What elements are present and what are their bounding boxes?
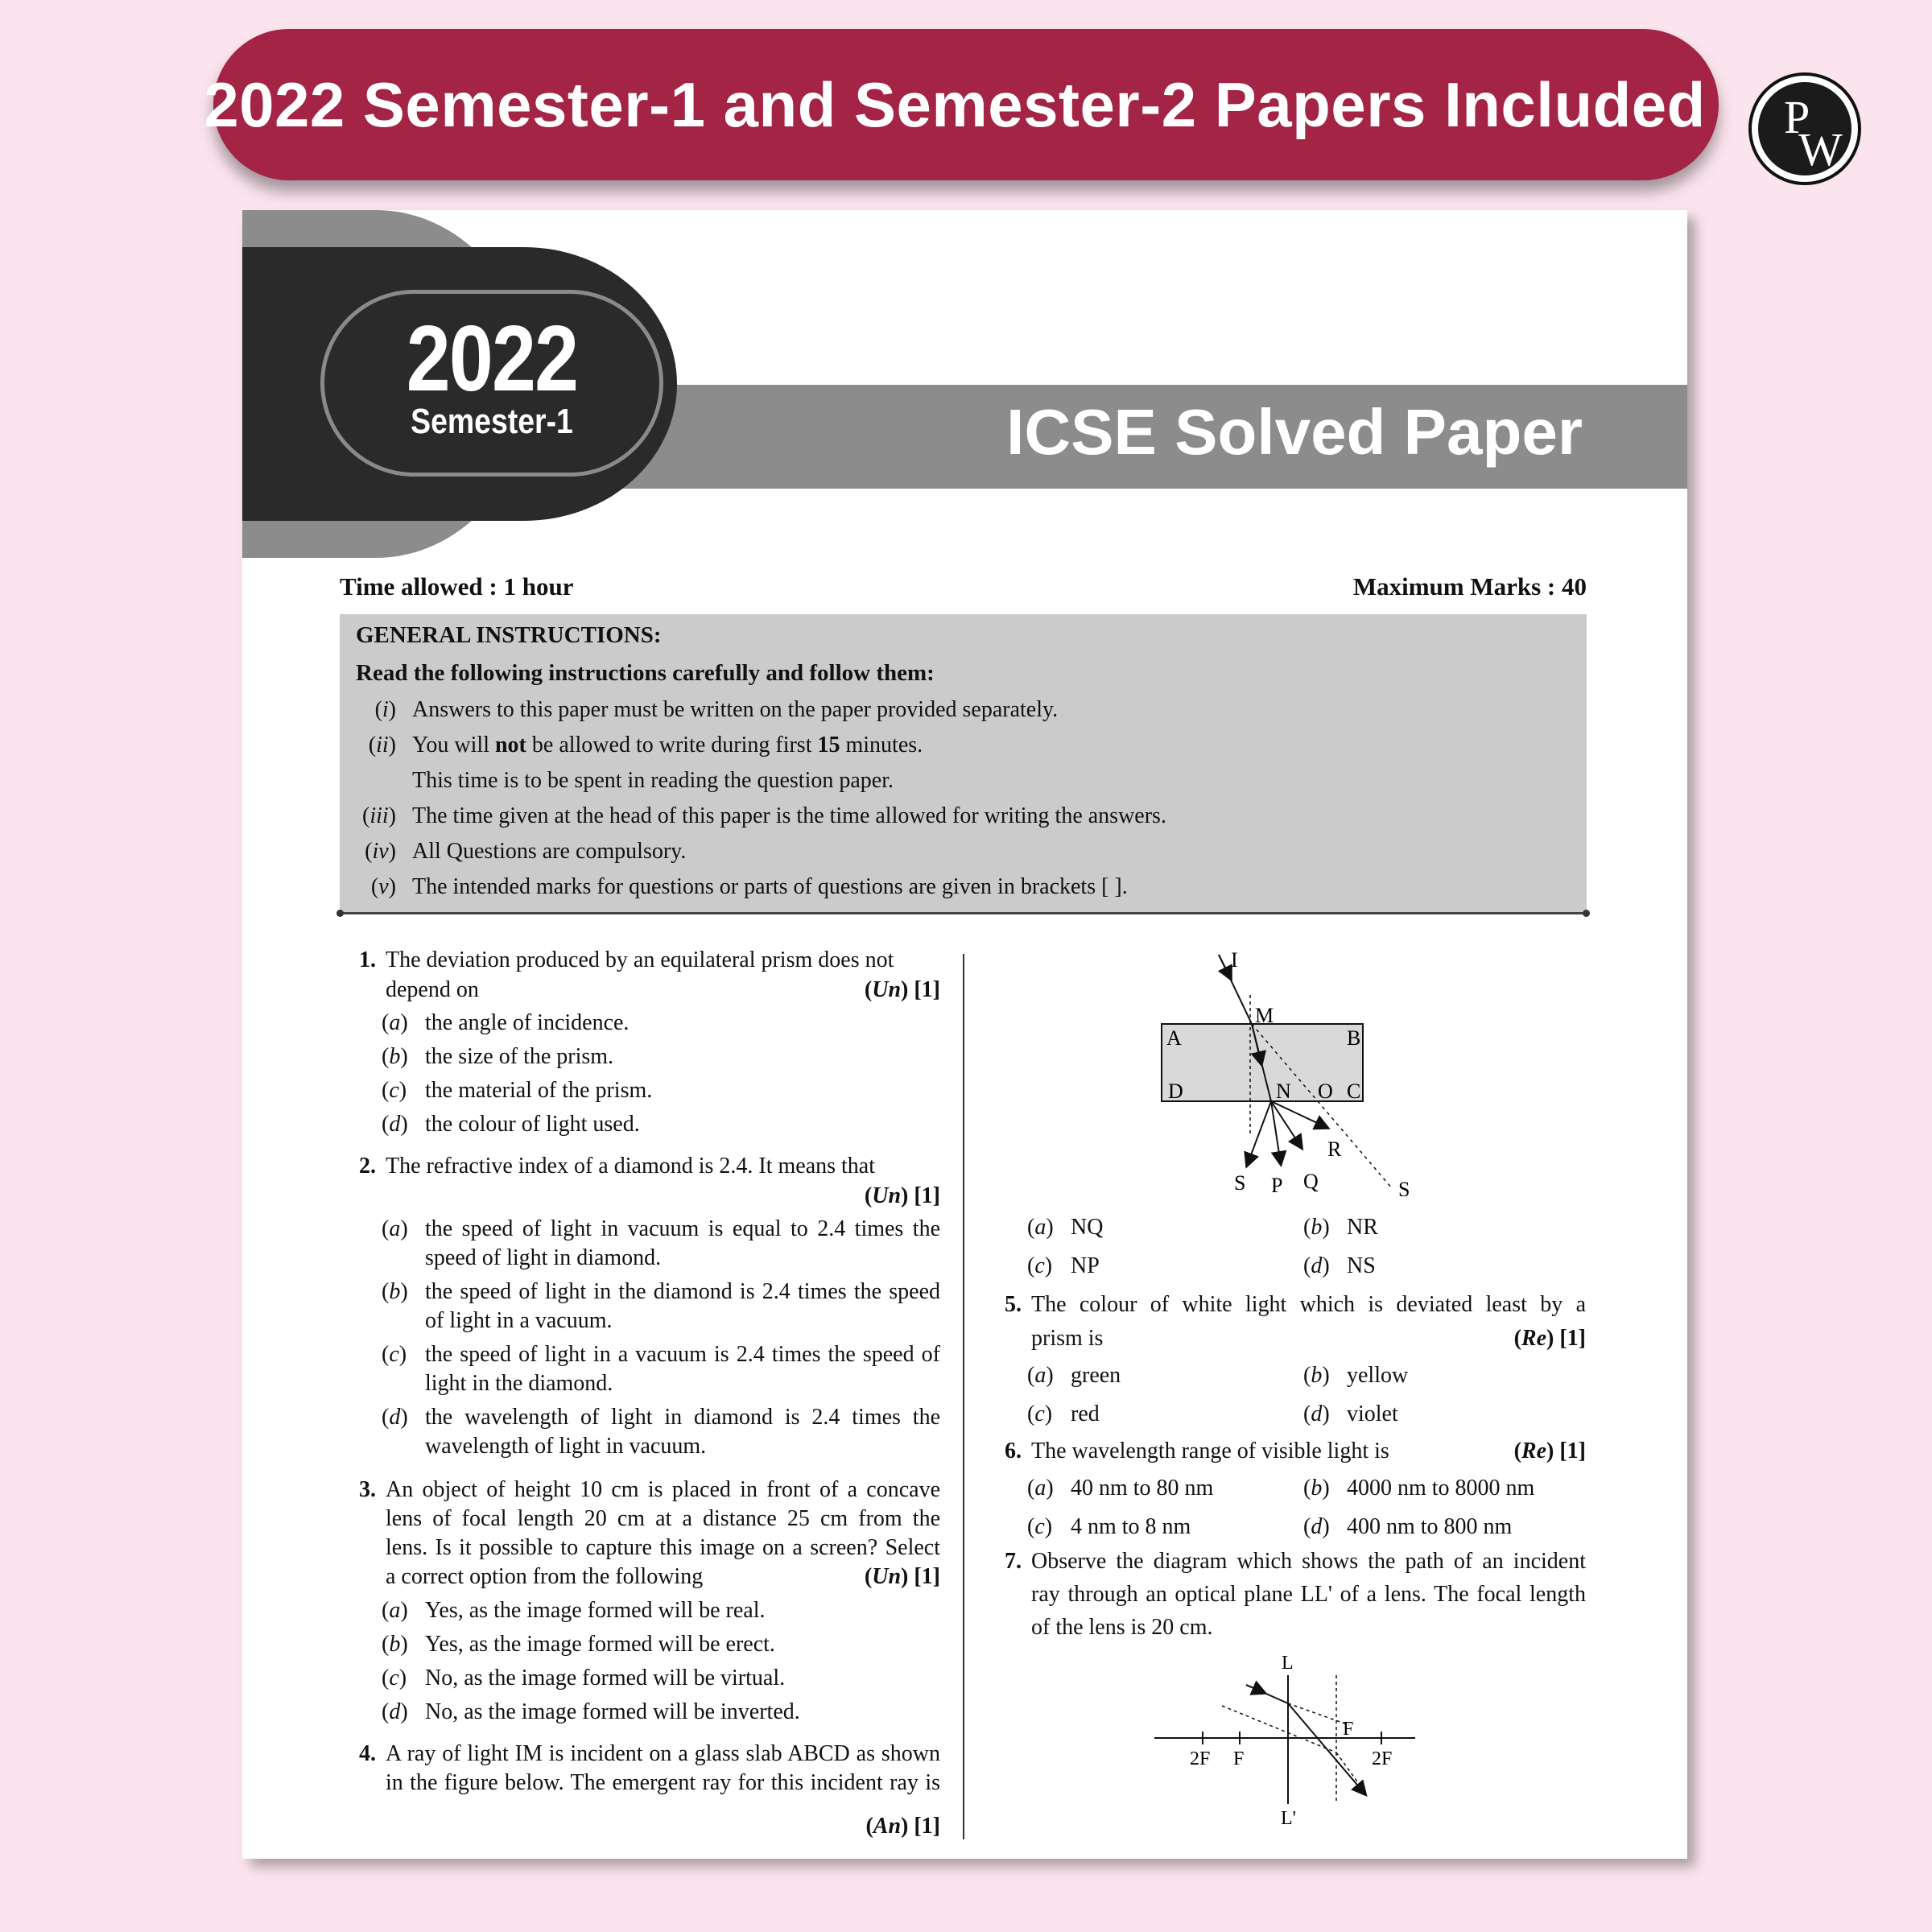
semester-text: Semester-1 <box>411 402 573 441</box>
marks-tag: (An) [1] <box>865 1814 940 1839</box>
instructions-heading: GENERAL INSTRUCTIONS: <box>356 622 662 648</box>
marks-tag: (Re) [1] <box>1513 1439 1586 1463</box>
instructions-box: GENERAL INSTRUCTIONS: Read the following instructions carefully and follow them: (i) Answers to this paper must be written on the paper provided separately. (ii) You will not be allowed to write during first 15 minutes. This time is to be spent in reading the question paper. (iii) The time given at the head of this paper is the time allowed for writing the answers. (iv) All Questions are compulsory. (v) The intended marks for questions or parts of questions are given in brackets [ ]. <box>340 614 1587 914</box>
marks-tag: (Re) [1] <box>1513 1326 1586 1351</box>
label-l: L <box>1282 1653 1294 1674</box>
label-r: R <box>1327 1137 1342 1161</box>
question-4: 4. A ray of light IM is incident on a glass slab ABCD as shown in the figure below. The emergent ray for this incident ray is (An) [1] <box>359 1740 940 1844</box>
rule-end-dot <box>1583 910 1590 917</box>
year-badge <box>320 290 663 477</box>
time-allowed: Time allowed : 1 hour <box>340 572 574 601</box>
lens-figure <box>1148 1643 1422 1828</box>
rule-end-dot <box>336 910 344 917</box>
maximum-marks: Maximum Marks : 40 <box>1352 572 1587 601</box>
year-text: 2022 <box>406 306 578 411</box>
parallel-ray <box>1222 1706 1336 1752</box>
question-3: 3. An object of height 10 cm is placed in front of a concave lens of focal length 20 cm at a distance 25 cm from the lens. Is it possible to capture this image on a screen? Select a correct option from the following (Un) [1] <box>359 1476 940 1596</box>
label-f-left: F <box>1233 1748 1245 1769</box>
label-c: C <box>1347 1080 1361 1103</box>
paper-page: 2022 Semester-1 ICSE Solved Paper Time allowed : 1 hour Maximum Marks : 40 GENERAL INSTRUCTIONS: Read the following instructions carefully and follow them: (i) Answers to this paper must be written on the paper provided separately. (ii) You will not be allowed to write during first 15 minutes. This time is to be spent in reading the question paper. (iii) The time given at the head of this paper is the time allowed for writing the answers. (iv) All Questions are compulsory. (v) The intended marks for questions or parts of questions are given in brackets [ ]. 1. The deviation produced by an equilateral prism does not depend on (Un) [1] (a) the angle of incidence. (b) the size of the prism. (c) the material of the prism. (d) the colour of light used. 2. The refractive index of a diamond is 2.4. It means that (Un) [1] (a) the speed of light in vacuum is equal to 2.4 times the speed of light in diamond. (b) the speed of light in the diamond is 2.4 times the speed of light in a vacuum. (c) the speed of light in a vacuum is 2.4 times the speed of light in the diamond. (d) the wavelength of light in diamond is 2.4 times the wavelength of light in vacuum. 3. An object of height 10 cm is placed in front of a concave lens of focal length 20 cm at a distance 25 cm from the lens. Is it possible to capture this image on a screen? Select a correct option from the following (Un) [1] (a) Yes, as the image formed will be real. (b) Yes, as the image formed will be erect. (c) No, as the image formed will be virtual. (d) No, as the image formed will be inverted. 4. A ray of light IM is incident on a glass slab ABCD as shown in the figure below. The emergent ray for this incident ray is (An) [1] I M A B D N O C R S P Q S (a) NQ (b) NR (c) NP (d) NS 5. The colour of white light which is deviated least by a prism is (Re) [1] (a) green (b) yellow (c) red (d) violet 6. The wavelength range of visible light is (Re) [1] (a) 40 nm to 80 nm (b) 4000 nm to 8000 nm (c) 4 nm to 8 nm (d) 400 nm to 800 nm 7. Observe the diagram which shows the path of an incident ray through an optical plane LL' of a lens. The focal length of the lens is 20 cm. L F 2F F 2F L' <box>242 210 1687 1859</box>
promo-banner <box>204 29 1719 180</box>
banner-text: 2022 Semester-1 and Semester-2 Papers Included <box>204 68 1706 140</box>
label-s2: S <box>1398 1178 1410 1196</box>
label-i: I <box>1231 948 1238 972</box>
question-7: 7. Observe the diagram which shows the path of an incident ray through an optical plane LL' of a lens. The focal length of the lens is 20 cm. <box>1005 1549 1586 1640</box>
guide-ray-2 <box>1336 1752 1359 1784</box>
incident-ray <box>1246 1685 1288 1703</box>
marks-tag: (Un) [1] <box>864 1564 940 1589</box>
label-q: Q <box>1303 1170 1319 1193</box>
label-2f-left: 2F <box>1190 1748 1211 1769</box>
label-o: O <box>1318 1080 1333 1103</box>
label-p: P <box>1271 1174 1283 1196</box>
ray-np <box>1271 1101 1281 1164</box>
label-d: D <box>1168 1080 1183 1103</box>
instructions-subheading: Read the following instructions carefully and follow them: <box>356 660 935 686</box>
label-m: M <box>1255 1004 1274 1027</box>
logo-letter-w: W <box>1798 123 1843 175</box>
question-5: 5. The colour of white light which is deviated least by a prism is (Re) [1] <box>1005 1290 1586 1355</box>
pw-logo <box>1748 72 1861 185</box>
logo-letter-p: P <box>1784 91 1810 143</box>
question-6: 6. The wavelength range of visible light is (Re) [1] <box>1005 1437 1586 1469</box>
glass-slab-figure <box>1142 947 1448 1196</box>
column-divider <box>963 954 964 1839</box>
question-2: 2. The refractive index of a diamond is 2.4. It means that (Un) [1] <box>359 1152 940 1216</box>
label-a: A <box>1166 1026 1182 1050</box>
label-b: B <box>1347 1026 1361 1050</box>
label-l-prime: L' <box>1281 1808 1296 1828</box>
page-title: ICSE Solved Paper <box>1006 396 1583 468</box>
label-s: S <box>1234 1171 1246 1195</box>
marks-tag: (Un) [1] <box>864 977 940 1002</box>
label-f-upper: F <box>1343 1719 1354 1740</box>
label-2f-right: 2F <box>1372 1748 1393 1769</box>
label-n: N <box>1276 1080 1291 1103</box>
marks-tag: (Un) [1] <box>864 1183 940 1208</box>
